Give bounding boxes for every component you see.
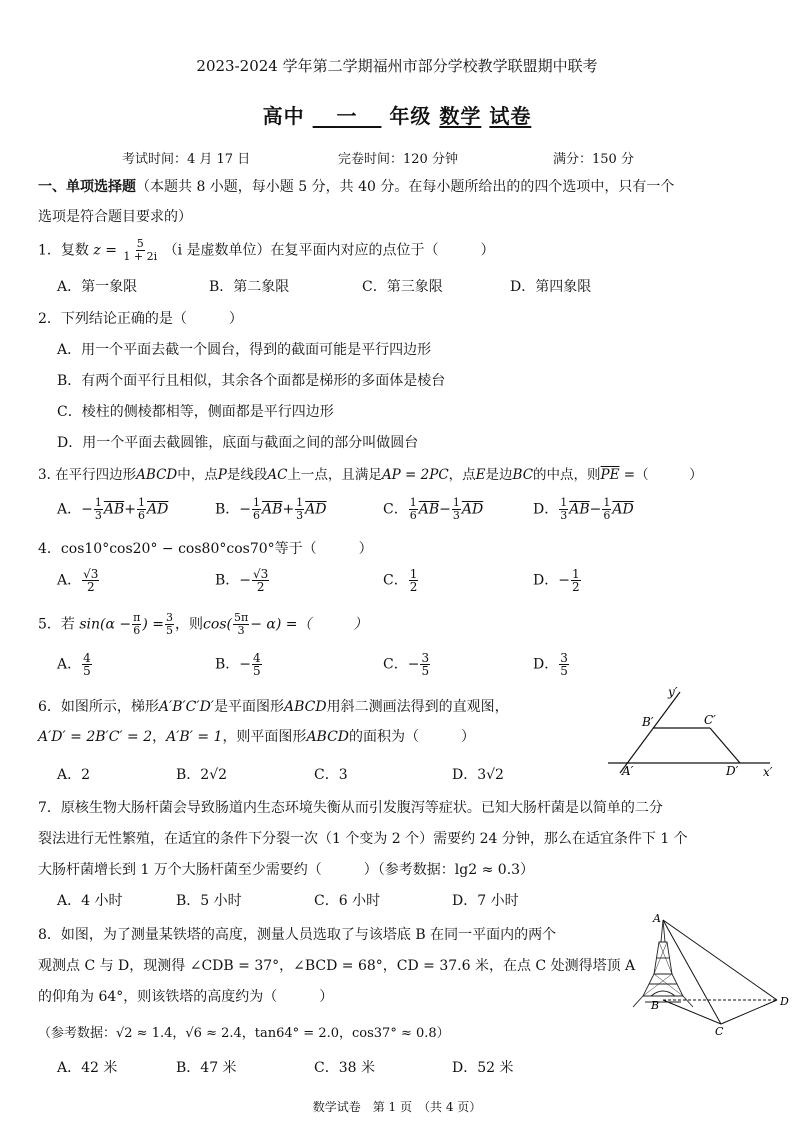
vector-ab: $\overline{AB}$ (262, 501, 283, 518)
q8-label-c: C (715, 1025, 724, 1037)
q7-line3: 大肠杆菌增长到 1 万个大肠杆菌至少需要约（ ）（参考数据：lg2 ≈ 0.3） (38, 862, 535, 878)
option-label: B． (215, 501, 240, 518)
sign: − (439, 501, 451, 518)
tower-icon (633, 920, 693, 1007)
q8-line3: 的仰角为 64°，则该铁塔的高度约为（ ） (38, 989, 334, 1005)
option-fraction: $\frac{4}{5}$ (253, 651, 261, 678)
sign: − (239, 501, 252, 518)
exam-date: 考试时间：4 月 17 日 (122, 152, 251, 167)
q5-option-c[interactable] (383, 652, 431, 677)
vector-ad: $\overline{AD}$ (461, 501, 484, 518)
q4-option-a[interactable] (57, 568, 100, 593)
q4-stem: 4．cos10°cos20° − cos80°cos70°等于（ ） (38, 541, 373, 557)
paper-grade: 一 (336, 104, 358, 128)
q8-label-b: B (651, 999, 660, 1012)
option-label: A． (57, 572, 82, 589)
q6-label-y: y′ (668, 685, 678, 699)
option-label: D． (533, 656, 559, 673)
q8-line-cd (721, 1000, 777, 1024)
paper-title (0, 100, 794, 129)
q8-line2: 观测点 C 与 D，现测得 ∠CDB = 37°，∠BCD = 68°，CD = 37.6 米，在点 C 处测得塔顶 A (38, 958, 636, 974)
sign: − (239, 572, 252, 589)
q3-vector-pe: $\overline{PE}$ (600, 467, 620, 483)
q6-option-d[interactable]: D．3√2 (452, 767, 504, 783)
coef-fraction: $\frac{1}{3}$ (452, 496, 460, 522)
sign: − (407, 656, 420, 673)
coef-fraction: $\frac{1}{6}$ (409, 496, 417, 522)
section-desc-line2: 选项是符合题目要求的） (38, 209, 192, 225)
q1-option-d[interactable]: D．第四象限 (510, 279, 592, 295)
q8-label-d: D (780, 995, 789, 1008)
coef-fraction: $\frac{1}{3}$ (94, 496, 102, 522)
option-fraction: $\frac{1}{2}$ (571, 567, 580, 594)
q7-line1: 7．原核生物大肠杆菌会导致肠道内生态环境失衡从而引发腹泻等症状。已知大肠杆菌是以简单的二分 (38, 800, 663, 816)
paper-title-post: 试卷 (489, 104, 532, 128)
q3-option-c[interactable] (383, 497, 483, 522)
q1-option-b[interactable]: B．第二象限 (209, 279, 290, 295)
q4-option-b[interactable] (215, 568, 270, 593)
exam-title: 2023-2024 学年第二学期福州市部分学校教学联盟期中联考 (196, 57, 598, 75)
full-score: 满分：150 分 (553, 152, 634, 167)
q7-option-d[interactable]: D．7 小时 (452, 893, 519, 909)
q3-option-d[interactable] (533, 497, 634, 522)
q6-trapezoid-figure (600, 680, 780, 780)
q5-option-d[interactable] (533, 652, 570, 677)
option-fraction: $\frac{3}{5}$ (421, 651, 430, 678)
q1-z: z = (93, 242, 117, 259)
option-fraction: $\frac{4}{5}$ (83, 651, 91, 678)
coef-fraction: $\frac{1}{3}$ (560, 496, 568, 522)
q6-edge-cd (710, 728, 740, 763)
option-label: B． (215, 656, 240, 673)
q4-option-d[interactable] (533, 568, 582, 593)
q2-option-d[interactable]: D．用一个平面去截圆锥，底面与截面之间的部分叫做圆台 (57, 435, 419, 451)
q6-label-d: D′ (726, 764, 739, 778)
vector-ad: $\overline{AD}$ (612, 501, 634, 518)
q6-option-b[interactable]: B．2√2 (176, 767, 228, 783)
option-fraction: $\frac{√3}{2}$ (83, 567, 99, 594)
coef-fraction: $\frac{1}{6}$ (603, 496, 611, 522)
q5-stem: 5．若 sin(α − $\frac{\pi}{6}$ ) = $\frac{3}{5}$ ，则cos( $\frac{5\pi}{3}$ − α) =（ ） (38, 611, 368, 637)
option-fraction: $\frac{1}{2}$ (409, 567, 418, 594)
q1-stem: 1．复数 z = $\frac{5}{1 + 2i}$ （i 是虚数单位）在复平面内对应的点位于（ ） (38, 237, 495, 263)
q1-option-c[interactable]: C．第三象限 (362, 279, 443, 295)
sign: − (558, 572, 570, 589)
exam-duration: 完卷时间：120 分钟 (338, 152, 458, 167)
q6-y-axis (620, 692, 680, 773)
q2-option-c[interactable]: C．棱柱的侧棱都相等，侧面都是平行四边形 (57, 404, 334, 420)
coef-fraction: $\frac{1}{6}$ (138, 496, 145, 522)
vector-ad: $\overline{AD}$ (147, 501, 169, 518)
option-label: D． (533, 572, 559, 589)
q3-option-b[interactable] (215, 497, 327, 522)
paper-subject: 数学 (439, 104, 482, 128)
q8-reference-data: （参考数据：√2 ≈ 1.4，√6 ≈ 2.4，tan64° = 2.0，cos37° ≈ 0.8） (38, 1026, 450, 1041)
option-label: A． (57, 656, 82, 673)
coef-fraction: $\frac{1}{6}$ (253, 496, 261, 522)
q3-stem: 3. 在平行四边形ABCD中，点P是线段AC上一点，且满足AP = 2PC，点E是边BC的中点，则$\overline{PE}$ =（ ） (38, 467, 703, 483)
q6-line2: A′D′ = 2B′C′ = 2，A′B′ = 1，则平面图形ABCD的面积为（ ） (38, 729, 476, 745)
option-label: C． (383, 572, 408, 589)
q6-label-x: x′ (763, 765, 773, 779)
q1-option-a[interactable]: A．第一象限 (57, 279, 138, 295)
sign: + (282, 501, 295, 518)
section-title: 一、单项选择题 (38, 179, 136, 195)
q5-option-b[interactable] (215, 652, 263, 677)
q4-option-c[interactable] (383, 568, 419, 593)
sign: − (239, 656, 252, 673)
sign: − (81, 501, 93, 518)
q8-option-c[interactable]: C．38 米 (314, 1060, 375, 1076)
section-desc-line1: （本题共 8 小题，每小题 5 分，共 40 分。在每小题所给出的的四个选项中，只有一个 (136, 179, 675, 195)
sign: + (124, 501, 136, 518)
coef-fraction: $\frac{1}{3}$ (296, 496, 304, 522)
q8-tower-figure (625, 912, 794, 1037)
q8-label-a: A (653, 912, 661, 925)
option-label: C． (383, 656, 408, 673)
vector-ab: $\overline{AB}$ (569, 501, 590, 518)
q6-label-a: A′ (622, 764, 634, 778)
q8-line1: 8．如图，为了测量某铁塔的高度，测量人员选取了与该塔底 B 在同一平面内的两个 (38, 927, 557, 943)
q5-option-a[interactable] (57, 652, 93, 677)
sign: − (589, 501, 602, 518)
option-fraction: $\frac{√3}{2}$ (253, 567, 269, 594)
q7-option-b[interactable]: B．5 小时 (176, 893, 242, 909)
option-label: A． (57, 501, 82, 518)
q6-option-c[interactable]: C．3 (314, 767, 348, 783)
q8-line-bc (663, 1000, 721, 1024)
q7-line2: 裂法进行无性繁殖，在适宜的条件下分裂一次（1 个变为 2 个）需要约 24 分钟，那么在适宜条件下 1 个 (38, 831, 688, 847)
q3-option-a[interactable] (57, 497, 168, 522)
q2-option-a[interactable]: A．用一个平面去截一个圆台，得到的截面可能是平行四边形 (57, 342, 432, 358)
q8-line-ad (663, 920, 777, 1000)
section-heading (38, 176, 674, 196)
q6-option-a[interactable]: A．2 (57, 767, 91, 783)
q4-expression: cos10°cos20° − cos80°cos70° (60, 541, 275, 557)
paper-title-mid: 年级 (389, 104, 432, 128)
q8-option-d[interactable]: D．52 米 (452, 1060, 514, 1076)
q8-option-b[interactable]: B．47 米 (176, 1060, 237, 1076)
q1-fraction: $\frac{5}{1 + 2i}$ (123, 237, 158, 263)
paper-title-pre: 高中 (262, 104, 305, 128)
q7-option-a[interactable]: A．4 小时 (57, 893, 123, 909)
vector-ab: $\overline{AB}$ (103, 501, 125, 518)
q6-line1: 6．如图所示，梯形A′B′C′D′是平面图形ABCD用斜二测画法得到的直观图， (38, 699, 509, 715)
page-footer: 数学试卷 第 1 页 （共 4 页） (312, 1100, 482, 1114)
q8-option-a[interactable]: A．42 米 (57, 1060, 118, 1076)
q6-label-b: B′ (642, 715, 654, 729)
vector-ad: $\overline{AD}$ (305, 501, 327, 518)
option-fraction: $\frac{3}{5}$ (560, 651, 568, 678)
q7-option-c[interactable]: C．6 小时 (314, 893, 381, 909)
q2-stem: 2．下列结论正确的是（ ） (38, 311, 243, 327)
option-label: D． (533, 501, 559, 518)
option-label: C． (383, 501, 408, 518)
option-label: B． (215, 572, 240, 589)
q2-option-b[interactable]: B．有两个面平行且相似，其余各个面都是梯形的多面体是棱台 (57, 373, 446, 389)
vector-ab: $\overline{AB}$ (418, 501, 440, 518)
q6-label-c: C′ (704, 713, 716, 727)
